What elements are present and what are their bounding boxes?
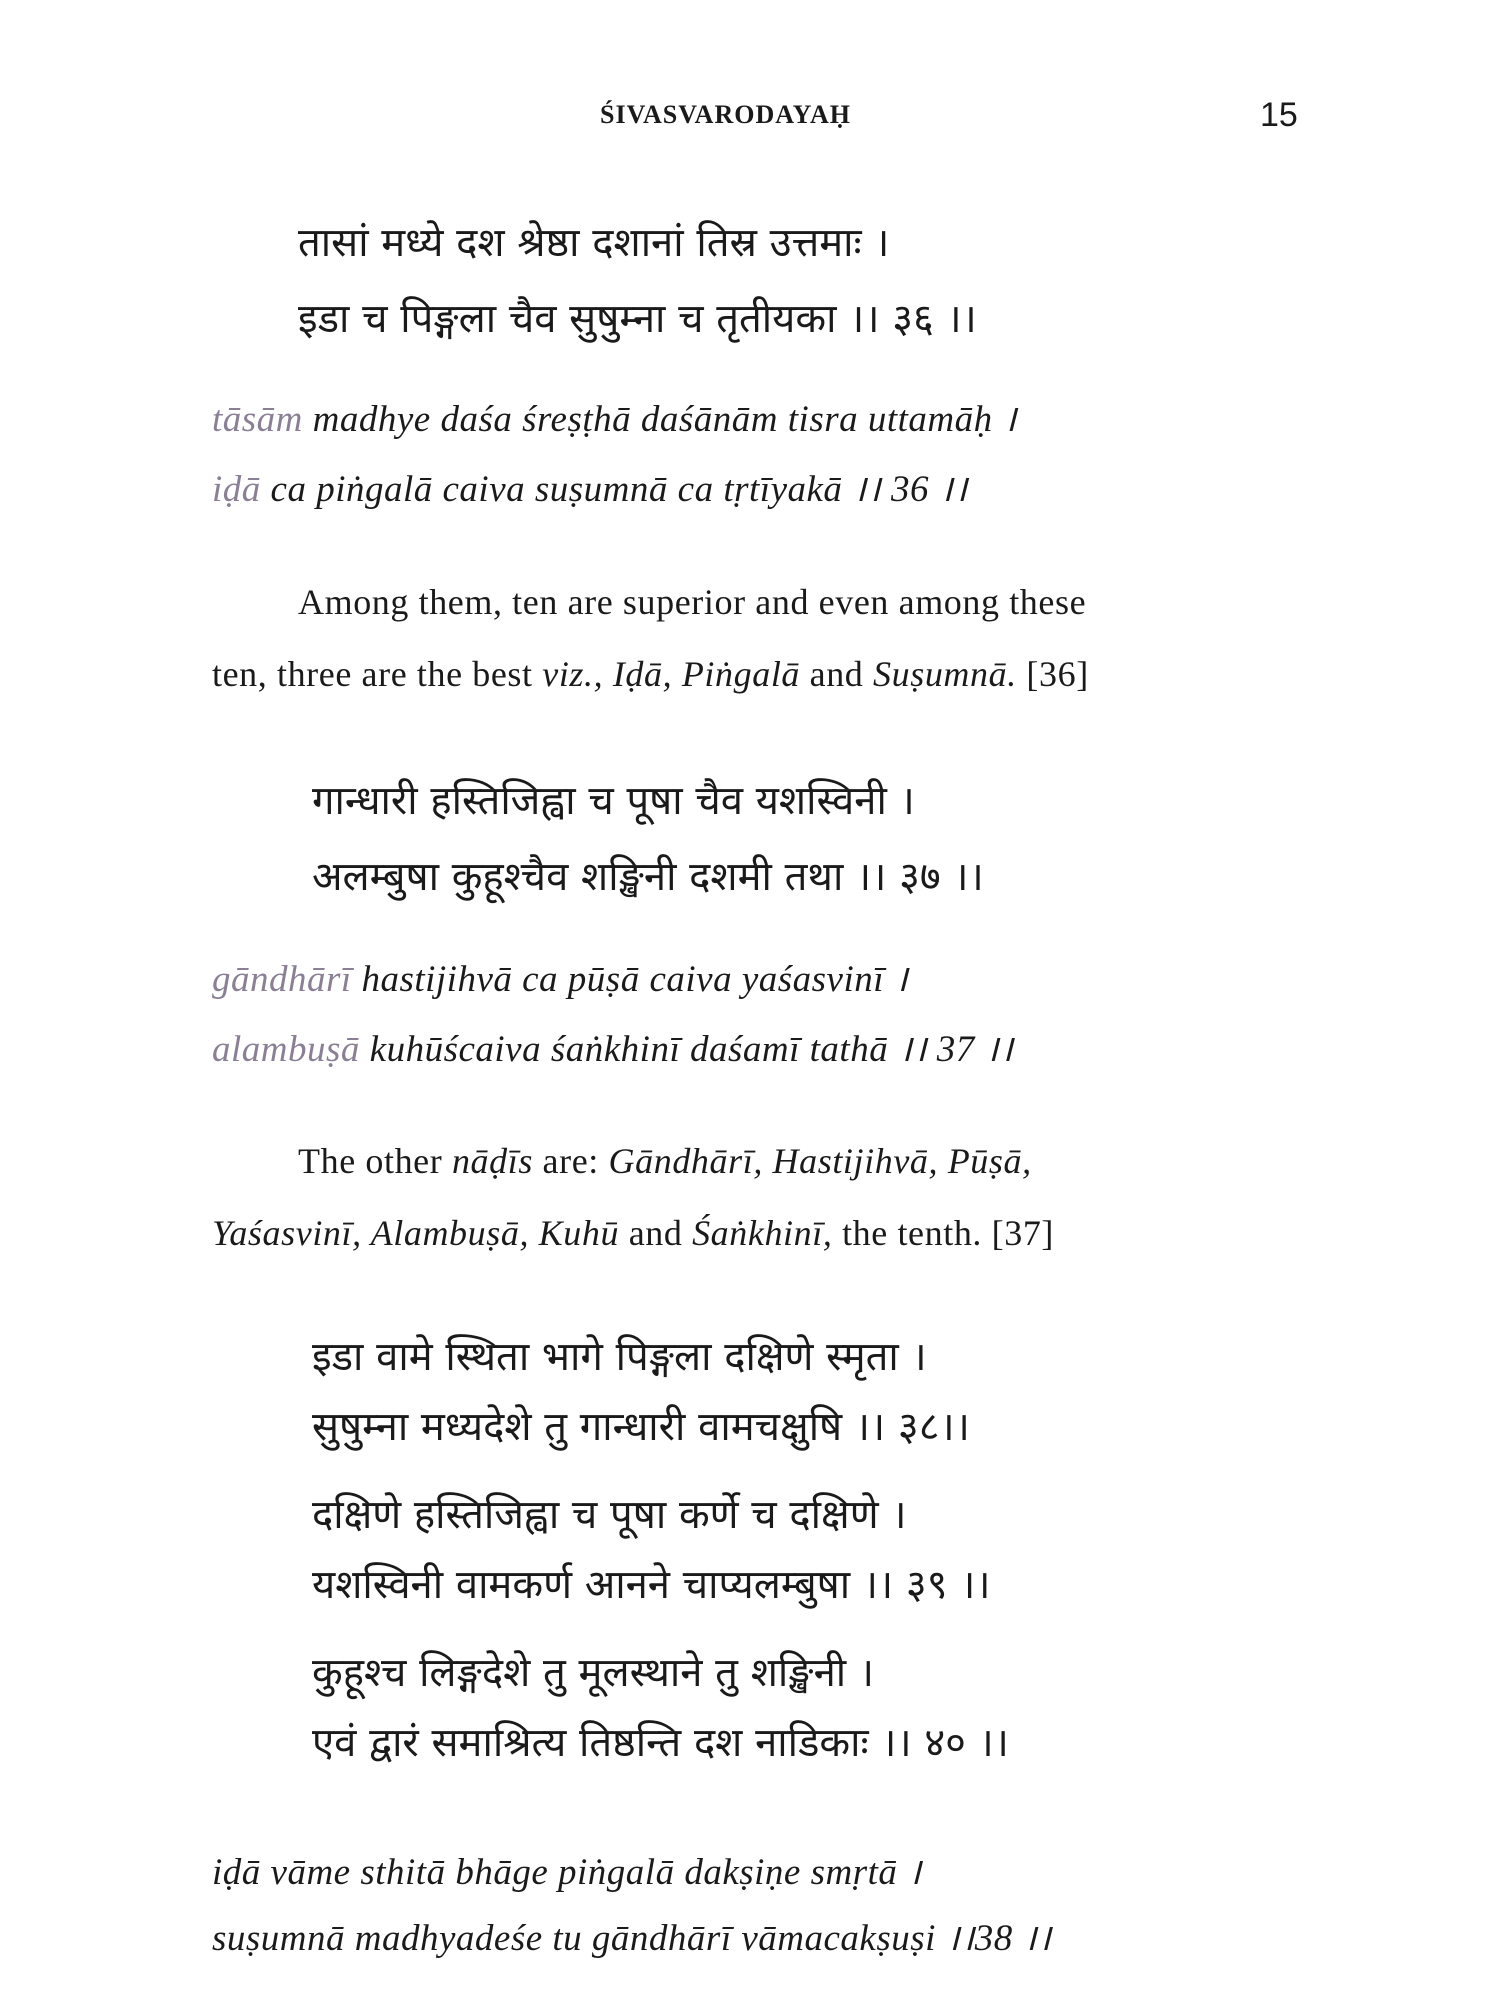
transliteration-rest: ca piṅgalā caiva suṣumnā ca tṛtīyakā ।। 36 ।। xyxy=(260,469,968,510)
running-head xyxy=(0,96,1500,136)
translation-italic: Suṣumnā. xyxy=(873,654,1017,694)
translation-text: [36] xyxy=(1016,654,1089,694)
transliteration-rest: madhye daśa śreṣṭhā daśānām tisra uttamāḥ । xyxy=(302,399,1017,440)
translation-text: Among them, ten are superior and even among these xyxy=(298,582,1087,622)
devanagari-line: अलम्बुषा कुहूश्चैव शङ्खिनी दशमी तथा ।। ३७ ।। xyxy=(312,854,984,900)
translation-italic: nāḍīs xyxy=(451,1141,533,1181)
translation-text: and xyxy=(800,654,874,694)
transliteration-lead: gāndhārī xyxy=(212,959,352,1000)
translation-text: The other xyxy=(298,1141,452,1181)
translation-line xyxy=(0,638,1500,710)
devanagari-line: तासां मध्ये दश श्रेष्ठा दशानां तिस्र उत्तमाः । xyxy=(298,220,890,266)
translation-italic: viz., Iḍā, Piṅgalā xyxy=(542,654,801,694)
devanagari-line: कुहूश्च लिङ्गदेशे तु मूलस्थाने तु शङ्खिनी । xyxy=(312,1650,875,1696)
devanagari-line: यशस्विनी वामकर्ण आनने चाप्यलम्बुषा ।। ३९ ।। xyxy=(312,1562,991,1608)
translation-text: and xyxy=(619,1213,693,1253)
verse-36-transliteration xyxy=(0,385,1500,525)
devanagari-line: एवं द्वारं समाश्रित्य तिष्ठन्ति दश नाडिकाः ।। ४० ।। xyxy=(312,1720,1009,1766)
devanagari-line: सुषुम्ना मध्यदेशे तु गान्धारी वामचक्षुषि ।। ३८।। xyxy=(312,1404,970,1450)
devanagari-line: इडा वामे स्थिता भागे पिङ्गला दक्षिणे स्मृता । xyxy=(312,1334,927,1380)
transliteration-line xyxy=(212,385,1500,455)
transliteration-line: suṣumnā madhyadeśe tu gāndhārī vāmacakṣuṣi ।।38 ।। xyxy=(212,1918,1052,1959)
translation-italic: Śaṅkhinī, xyxy=(692,1213,833,1253)
verse-38-transliteration xyxy=(0,1840,1500,1972)
transliteration-lead: iḍā xyxy=(212,469,261,510)
transliteration-rest: hastijihvā ca pūṣā caiva yaśasvinī । xyxy=(351,959,909,1000)
translation-line xyxy=(0,1197,1500,1269)
transliteration-line: iḍā vāme sthitā bhāge piṅgalā dakṣiṇe smṛtā । xyxy=(212,1852,922,1893)
transliteration-line xyxy=(212,455,1500,525)
devanagari-line: गान्धारी हस्तिजिह्वा च पूषा चैव यशस्विनी । xyxy=(312,778,915,824)
verse-37-transliteration xyxy=(0,945,1500,1085)
transliteration-line xyxy=(212,1015,1500,1085)
verse-36-translation xyxy=(0,566,1500,710)
transliteration-rest: kuhūścaiva śaṅkhinī daśamī tathā ।। 37 ।। xyxy=(359,1029,1014,1070)
page-number: 15 xyxy=(1260,96,1298,134)
transliteration-lead: tāsām xyxy=(212,399,303,440)
translation-line xyxy=(0,1125,1500,1197)
translation-text: are: xyxy=(532,1141,609,1181)
verse-36-devanagari xyxy=(0,205,1500,357)
translation-italic: Gāndhārī, Hastijihvā, Pūṣā, xyxy=(608,1141,1032,1181)
devanagari-line: इडा च पिङ्गला चैव सुषुम्ना च तृतीयका ।। ३६ ।। xyxy=(298,296,977,342)
transliteration-line xyxy=(212,945,1500,1015)
translation-italic: Yaśasvinī, Alambuṣā, Kuhū xyxy=(212,1213,620,1253)
transliteration-lead: alambuṣā xyxy=(212,1029,360,1070)
devanagari-line: दक्षिणे हस्तिजिह्वा च पूषा कर्णे च दक्षिणे । xyxy=(312,1492,907,1538)
verses-38-40-devanagari xyxy=(0,1322,1500,1778)
translation-text: ten, three are the best xyxy=(212,654,543,694)
translation-line xyxy=(0,566,1500,638)
verse-37-devanagari xyxy=(0,763,1500,915)
verse-37-translation xyxy=(0,1125,1500,1269)
translation-text: the tenth. [37] xyxy=(832,1213,1055,1253)
running-title: ŚIVASVARODAYAḤ xyxy=(600,100,851,129)
